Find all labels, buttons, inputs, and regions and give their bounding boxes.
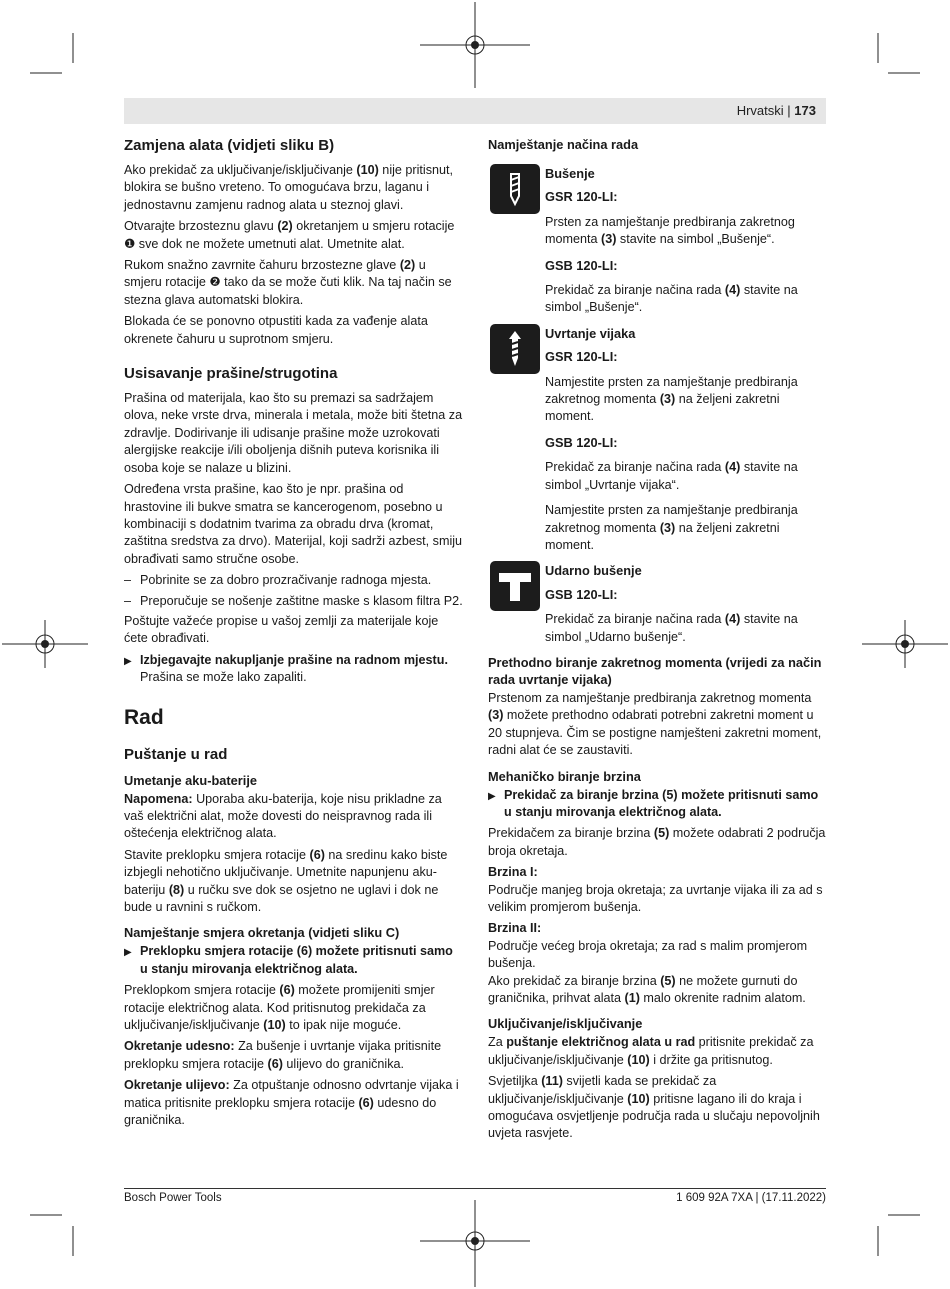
mode-impact-drilling: [488, 562, 826, 646]
paragraph: Namjestite prsten za namještanje predbiranja zakretnog momenta (3) na željeni zakretni moment.: [545, 503, 798, 552]
subsection-title-battery: Umetanje aku-baterije: [124, 772, 257, 788]
warning-item: ▶ Prekidač za biranje brzina (5) možete pritisnuti samo u stanju mirovanja električnog alata.: [488, 787, 826, 822]
paragraph: Za puštanje električnog alata u rad pritisnite prekidač za uključivanje/isključivanje (10) i držite ga pritisnutog.: [488, 1035, 814, 1067]
dash-list-item: – Preporučuje se nošenje zaštitne maske s klasom filtra P2.: [124, 593, 464, 610]
mode-drilling: [488, 165, 826, 317]
warning-item: ▶ Preklopku smjera rotacije (6) možete pritisnuti samo u stanju mirovanja električnog alata.: [124, 943, 464, 978]
page-header: [737, 103, 816, 118]
page-header-bar: [124, 98, 826, 124]
subsection-title-rotation: Namještanje smjera okretanja (vidjeti sliku C): [124, 925, 400, 941]
mode-title: Bušenje: [545, 166, 595, 181]
paragraph: Stavite preklopku smjera rotacije (6) na sredinu kako biste izbjegli nehotično uključivanje. Umetnite napunjenu aku-bateriju (8) u ručku sve dok se osjetno ne uglavi i dok ne bude u ravnini s ručkom.: [124, 847, 448, 914]
section-title-dust: Usisavanje prašine/strugotina: [124, 365, 338, 383]
paragraph: Prstenom za namještanje predbiranja zakretnog momenta (3) možete prethodno odabrati potrebni zakretni moment u 20 stupnjeva. Čim se postigne namješteni zakretni moment, radni alat će se zaustaviti.: [488, 690, 822, 758]
paragraph: Okretanje udesno: Za bušenje i uvrtanje vijaka pritisnite preklopku smjera rotacije (6) ulijevo do graničnika.: [124, 1039, 442, 1071]
paragraph: Područje većeg broja okretaja; za rad s malim promjerom bušenja.: [488, 938, 808, 971]
paragraph: Poštujte važeće propise u vašoj zemlji za materijale koje ćete obrađivati.: [124, 613, 439, 646]
paragraph: Prašina od materijala, kao što su premazi sa sadržajem olova, neke vrste drva, minerala i metala, može biti štetna za zdravlje. Dodirivanje ili udisanje prašine može uzrokovati alergijske reakcije i/ili oboljenja dišnih puteva korisnika ili osoba koje se nalaze u blizini.: [124, 391, 463, 475]
model-label: GSB 120-LI:: [545, 257, 618, 273]
left-column: [124, 136, 464, 1133]
chapter-title-rad: Rad: [124, 705, 164, 729]
paragraph: Namjestite prsten za namještanje predbiranja zakretnog momenta (3) na željeni zakretni moment.: [545, 374, 798, 424]
paragraph: Područje manjeg broja okretaja; za uvrtanje vijaka ili za ad s velikim promjerom bušenja.: [488, 882, 823, 914]
mode-screwdriving: [488, 325, 826, 554]
subsection-title-onoff: Uključivanje/isključivanje: [488, 1016, 643, 1032]
gear-label: Brzina II:: [488, 921, 542, 936]
paragraph: Rukom snažno zavrnite čahuru brzostezne glave (2) u smjeru rotacije ❷ tako da se može čuti klik. Na taj način se stezna glava automatski blokira.: [124, 258, 452, 307]
right-column: [488, 136, 826, 1147]
paragraph: Svjetiljka (11) svijetli kada se prekidač za uključivanje/isključivanje (10) pritisne lagano ili do kraja i omogućava osvjetljenje područja rada u slučaju nepovoljnih uvjeta rasvjete.: [488, 1074, 820, 1141]
footer-doc-number: 1 609 92A 7XA | (17.11.2022): [676, 1192, 826, 1204]
model-label: GSB 120-LI:: [545, 586, 618, 602]
paragraph: Prekidač za biranje načina rada (4) stavite na simbol „Bušenje“.: [545, 283, 798, 315]
screw-icon: [490, 324, 540, 374]
hammer-icon: [490, 561, 540, 611]
model-label: GSR 120-LI:: [545, 189, 618, 205]
paragraph: Prekidač za biranje načina rada (4) stavite na simbol „Uvrtanje vijaka“.: [545, 460, 798, 492]
paragraph: Određena vrsta prašine, kao što je npr. prašina od hrastovine ili bukve smatra se kancerogenom, posebno u kombinaciji s dodatnim tvarima za obradu drva (kromat, zaštitna sredstva za drvo). Materijal, koji sadrži azbest, smiju obrađivati samo stručne osobe.: [124, 482, 463, 566]
paragraph: Preklopkom smjera rotacije (6) možete promijeniti smjer rotacije električnog alata. Kod pritisnutog prekidača za uključivanje/isključivanje (10) to ipak nije moguće.: [124, 983, 435, 1033]
model-label: GSB 120-LI:: [545, 434, 618, 450]
footer-divider: [124, 1188, 826, 1189]
paragraph: Prekidačem za biranje brzina (5) možete odabrati 2 područja broja okretaja.: [488, 826, 826, 858]
subsection-title-gears: Mehaničko biranje brzina: [488, 768, 641, 784]
paragraph: Otvarajte brzosteznu glavu (2) okretanjem u smjeru rotacije ❶ sve dok ne možete umetnuti alat. Umetnite alat.: [124, 219, 455, 251]
dash-list-item: – Pobrinite se za dobro prozračivanje radnoga mjesta.: [124, 572, 464, 589]
paragraph: Prekidač za biranje načina rada (4) stavite na simbol „Udarno bušenje“.: [545, 612, 798, 644]
paragraph: Blokada će se ponovno otpustiti kada za vađenje alata okrenete čahuru u suprotnom smjeru.: [124, 314, 428, 346]
paragraph: Prsten za namještanje predbiranja zakretnog momenta (3) stavite na simbol „Bušenje“.: [545, 214, 795, 247]
section-title-startup: Puštanje u rad: [124, 745, 228, 763]
subsection-title-torque: Prethodno biranje zakretnog momenta (vrijedi za način rada uvrtanje vijaka): [488, 654, 822, 687]
page-number: 173: [794, 103, 816, 118]
gear-label: Brzina I:: [488, 865, 538, 880]
subsection-title-mode: Namještanje načina rada: [488, 137, 639, 152]
paragraph: Ako prekidač za uključivanje/isključivanje (10) nije pritisnut, blokira se bušno vreteno. To omogućava brzu, laganu i jednostavnu zamjenu radnog alata u steznoj glavi.: [124, 163, 454, 212]
header-language: Hrvatski: [736, 103, 784, 118]
header-separator: |: [787, 103, 791, 118]
footer-brand: Bosch Power Tools: [124, 1192, 222, 1204]
mode-title: Uvrtanje vijaka: [545, 325, 636, 341]
mode-title: Udarno bušenje: [545, 563, 642, 579]
paragraph: Napomena: Uporaba aku-baterija, koje nisu prikladne za vaš električni alat, može dovesti do neispravnog rada ili oštećenja električnog alata.: [124, 791, 442, 841]
warning-item: ▶ Izbjegavajte nakupljanje prašine na radnom mjestu. Prašina se može lako zapaliti.: [124, 652, 464, 687]
section-title-tool-change: Zamjena alata (vidjeti sliku B): [124, 137, 335, 154]
drill-bit-icon: [490, 164, 540, 214]
paragraph: Ako prekidač za biranje brzina (5) ne možete gurnuti do graničnika, prihvat alata (1) malo okrenite radnim alatom.: [488, 973, 806, 1006]
paragraph: Okretanje ulijevo: Za otpuštanje odnosno odvrtanje vijaka i matica pritisnite preklopku smjera rotacije (6) udesno do graničnika.: [124, 1078, 459, 1128]
model-label: GSR 120-LI:: [545, 349, 618, 365]
